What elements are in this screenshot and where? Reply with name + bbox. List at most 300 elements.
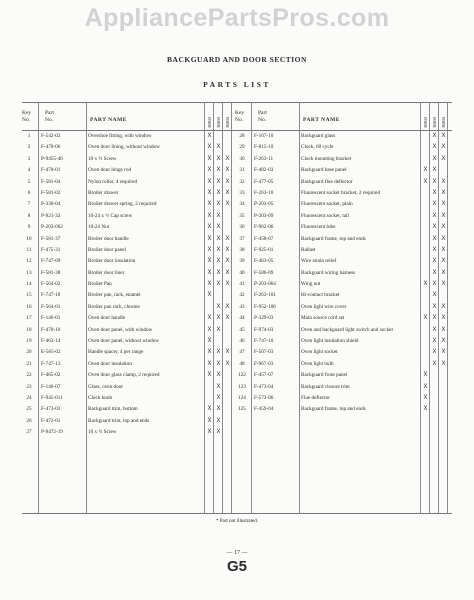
- table-row: [235, 188, 450, 199]
- model-mark-3: X: [225, 246, 230, 253]
- model-mark-1: X: [423, 383, 428, 390]
- model-mark-3: X: [225, 360, 230, 367]
- model-mark-2: X: [216, 372, 221, 379]
- model-mark-1: X: [423, 394, 428, 401]
- part-name: Broiler drawer spring, 2 required: [88, 201, 157, 208]
- model-mark-3: X: [441, 269, 446, 276]
- part-number: F-564-02: [41, 281, 61, 288]
- part-number: F-472-01: [41, 417, 61, 424]
- table-row: [235, 222, 450, 233]
- part-number: F-581-02: [41, 189, 61, 196]
- model-mark-1: X: [423, 281, 428, 288]
- part-number: F-581-04: [41, 178, 61, 185]
- model-mark-2: X: [216, 303, 221, 310]
- model-mark-3: X: [441, 189, 446, 196]
- parts-table-left: [22, 103, 237, 439]
- key-number: 48: [239, 360, 245, 367]
- part-number: F-974-03: [254, 326, 274, 333]
- part-name: 10-24 Nut: [88, 224, 110, 231]
- footnote: * Part not illustrated.: [216, 519, 258, 524]
- sheet-code: G5: [226, 558, 247, 575]
- model-mark-1: X: [207, 178, 212, 185]
- model-mark-1: X: [423, 178, 428, 185]
- model-mark-2: X: [432, 212, 437, 219]
- model-mark-3: X: [225, 155, 230, 162]
- key-number: 24: [26, 394, 32, 401]
- table-row: [235, 177, 450, 188]
- part-number: F-167-10: [254, 133, 274, 139]
- column-divider: [429, 103, 430, 513]
- model-mark-3: X: [225, 178, 230, 185]
- model-mark-2: X: [432, 292, 437, 299]
- key-number: 32: [239, 178, 245, 185]
- model-mark-1: X: [207, 224, 212, 231]
- part-name: Fluorescent tube: [301, 224, 336, 231]
- table-row: [235, 199, 450, 210]
- model-mark-2: X: [432, 144, 437, 151]
- part-number: F-146-01: [41, 315, 61, 322]
- part-number: P-921-32: [41, 212, 61, 219]
- table-row: [235, 336, 450, 347]
- key-number: 34: [239, 201, 245, 208]
- model-mark-2: X: [432, 303, 437, 310]
- key-number: 25: [26, 406, 32, 413]
- column-divider: [251, 103, 252, 513]
- part-name: Fluorescent socket, tall: [301, 212, 349, 219]
- model-mark-3: X: [225, 315, 230, 322]
- part-name: Handle spacer, 4 per range: [88, 349, 144, 356]
- part-name: 10 x ½ Screw: [88, 429, 117, 436]
- part-name: Fluorescent socket bracket, 2 required: [301, 189, 381, 196]
- key-number: 13: [26, 269, 32, 276]
- part-number: F-459-04: [254, 406, 274, 413]
- part-name: Oven light insulation shield: [301, 338, 359, 345]
- model-mark-2: X: [216, 178, 221, 185]
- model-mark-2: X: [216, 144, 221, 151]
- model-mark-2: X: [216, 212, 221, 219]
- key-number: 11: [26, 246, 32, 253]
- part-number: F-463-14: [41, 338, 61, 345]
- table-row: [235, 325, 450, 336]
- part-number: F-586-09: [254, 269, 274, 276]
- model-mark-2: X: [216, 349, 221, 356]
- part-number: F-952-106: [254, 303, 276, 310]
- part-number: F-457-07: [254, 372, 274, 379]
- key-number: 27: [26, 429, 32, 436]
- part-number: F-463-05: [254, 258, 274, 265]
- part-name: Glass, oven door: [88, 383, 124, 390]
- key-number: 35: [239, 212, 245, 219]
- part-name: Backguard frame, top and ends: [301, 235, 366, 242]
- model-mark-1: X: [207, 235, 212, 242]
- part-number: F-470-06: [41, 144, 61, 151]
- model-mark-1: X: [207, 292, 212, 299]
- key-number: 18: [26, 326, 32, 333]
- part-number: P-203-05: [254, 201, 274, 208]
- part-number: F-475-31: [41, 246, 61, 253]
- model-mark-2: X: [432, 360, 437, 367]
- model-mark-3: X: [225, 269, 230, 276]
- model-mark-2: X: [216, 189, 221, 196]
- part-name: Oven door panel, with window: [88, 326, 153, 333]
- key-number: 122: [238, 372, 246, 379]
- key-number: 33: [239, 189, 245, 196]
- model-mark-1: X: [207, 406, 212, 413]
- part-name: Main source cord set: [301, 315, 345, 322]
- table-row: [235, 234, 450, 245]
- part-name: Oven and backguard light switch and socket: [301, 326, 393, 333]
- model-mark-1: X: [207, 269, 212, 276]
- model-mark-3: X: [225, 189, 230, 196]
- table-row: [235, 142, 450, 153]
- part-number: F-747-10: [254, 338, 274, 345]
- part-number: F-925-01: [254, 246, 274, 253]
- model-mark-3: X: [441, 315, 446, 322]
- column-divider: [447, 103, 448, 513]
- model-mark-2: X: [216, 394, 221, 401]
- part-number: F-477-05: [254, 178, 274, 185]
- key-number: 10: [26, 235, 32, 242]
- part-number: P-9455-46: [41, 155, 63, 162]
- model-mark-1: X: [207, 212, 212, 219]
- model-mark-2: X: [432, 246, 437, 253]
- column-divider: [299, 103, 300, 513]
- model-mark-2: X: [216, 246, 221, 253]
- part-number: F-507-03: [254, 349, 274, 356]
- key-number: 15: [26, 292, 32, 299]
- part-name: Wire strain relief: [301, 258, 337, 265]
- part-name: Broiler Pan: [88, 281, 112, 288]
- page-number: — 17 —: [226, 550, 248, 556]
- model-mark-1: X: [207, 338, 212, 345]
- table-row: [235, 268, 450, 279]
- part-number: F-542-02: [41, 133, 61, 139]
- column-divider: [213, 103, 214, 513]
- model-mark-1: X: [207, 246, 212, 253]
- header-model-2: 30J60: [216, 117, 221, 128]
- model-mark-2: X: [216, 315, 221, 322]
- model-mark-3: X: [441, 246, 446, 253]
- model-mark-2: X: [216, 235, 221, 242]
- key-number: 43: [239, 303, 245, 310]
- part-number: F-482-03: [254, 167, 274, 174]
- key-number: 8: [27, 212, 31, 219]
- part-name: Overshoe fitting, with window: [88, 133, 152, 139]
- part-name: Clock knob: [88, 394, 113, 401]
- part-name: Wing nut: [301, 281, 321, 288]
- model-mark-3: X: [441, 178, 446, 185]
- model-mark-3: X: [441, 281, 446, 288]
- part-name: 10 x ½ Screw: [88, 155, 117, 162]
- key-number: 123: [238, 383, 246, 390]
- part-number: P-330-04: [41, 201, 61, 208]
- part-name: Oven door panel, without window: [88, 338, 160, 345]
- model-mark-3: X: [225, 281, 230, 288]
- key-number: 28: [239, 133, 245, 139]
- model-mark-2: X: [216, 269, 221, 276]
- key-number: 19: [26, 338, 32, 345]
- key-number: 46: [239, 338, 245, 345]
- part-name: Backguard wiring harness: [301, 269, 356, 276]
- key-number: 3: [27, 155, 31, 162]
- part-name: Oven door handle: [88, 315, 126, 322]
- part-name: Backguard trim, bottom: [88, 406, 138, 413]
- model-mark-1: X: [207, 326, 212, 333]
- table-row: [235, 279, 450, 290]
- key-number: 4: [27, 167, 31, 174]
- part-number: F-967-03: [254, 360, 274, 367]
- part-name: Backguard flue deflector: [301, 178, 353, 185]
- part-name: Oven light bulb: [301, 360, 334, 367]
- key-number: 7: [27, 201, 31, 208]
- header-model-1: 30J60: [207, 117, 212, 128]
- model-mark-2: X: [216, 258, 221, 265]
- part-number: F-747-18: [41, 292, 61, 299]
- model-mark-3: X: [441, 224, 446, 231]
- part-name: Broiler door liner: [88, 269, 125, 276]
- table-header: Key No. Part No. PART NAME 30J60 30J60 30J60: [235, 103, 450, 131]
- model-mark-2: X: [216, 360, 221, 367]
- model-mark-3: X: [441, 303, 446, 310]
- model-mark-1: X: [207, 258, 212, 265]
- part-number: F-573-06: [254, 394, 274, 401]
- table-row: [235, 359, 450, 370]
- part-name: Oven door lining, without window: [88, 144, 160, 151]
- part-name: 10-24 x ½ Cap screw: [88, 212, 133, 219]
- key-number: 41: [239, 281, 245, 288]
- column-divider: [86, 103, 87, 513]
- table-row: [235, 313, 450, 324]
- table-header: Key No. Part No. PART NAME 30J60 30J60 30J60: [22, 103, 237, 131]
- header-part-name: PART NAME: [303, 117, 340, 123]
- key-number: 20: [26, 349, 32, 356]
- part-number: F-581-37: [41, 235, 61, 242]
- part-number: P-203-09: [254, 212, 274, 219]
- model-mark-3: X: [441, 144, 446, 151]
- model-mark-1: X: [207, 417, 212, 424]
- key-number: 5: [27, 178, 31, 185]
- key-number: 37: [239, 235, 245, 242]
- part-number: F-263-101: [254, 292, 276, 299]
- part-name: Oven light socket: [301, 349, 338, 356]
- part-name: Backguard frame, top and ends: [301, 406, 366, 413]
- table-row: [235, 382, 450, 393]
- part-name: Broiler pan rack, chrome: [88, 303, 140, 310]
- part-name: Oven door glass clamp, 2 required: [88, 372, 160, 379]
- model-mark-1: X: [207, 349, 212, 356]
- part-name: Broiler pan, rack, enamel: [88, 292, 141, 299]
- key-number: 47: [239, 349, 245, 356]
- part-name: Oven light wire cover: [301, 303, 347, 310]
- part-name: Backguard base panel: [301, 167, 347, 174]
- key-number: 42: [239, 292, 245, 299]
- part-number: F-470-01: [41, 167, 61, 174]
- model-mark-2: X: [216, 417, 221, 424]
- watermark: AppliancePartsPros.com: [84, 4, 390, 32]
- model-mark-1: X: [423, 167, 428, 174]
- model-mark-3: X: [441, 349, 446, 356]
- key-number: 21: [26, 360, 32, 367]
- model-mark-1: X: [207, 372, 212, 379]
- parts-table-right: [235, 103, 450, 416]
- column-divider: [222, 103, 223, 513]
- model-mark-2: X: [432, 258, 437, 265]
- model-mark-2: X: [432, 167, 437, 174]
- part-number: P-203-062: [41, 224, 63, 231]
- part-number: P-329-03: [254, 315, 274, 322]
- header-bottom-rule: [22, 130, 452, 131]
- model-mark-2: X: [432, 349, 437, 356]
- table-row: [235, 302, 450, 313]
- part-number: F-473-03: [41, 406, 61, 413]
- model-mark-1: X: [207, 167, 212, 174]
- part-name: Fluorescent socket, plain: [301, 201, 353, 208]
- key-number: 44: [239, 315, 245, 322]
- table-row: [235, 245, 450, 256]
- model-mark-2: X: [216, 224, 221, 231]
- part-number: F-263-10: [254, 189, 274, 196]
- key-number: 38: [239, 246, 245, 253]
- header-model-2: 30J60: [432, 117, 437, 128]
- column-divider: [231, 103, 232, 513]
- part-name: Clock, 60 cycle: [301, 144, 334, 151]
- part-number: F-564-01: [41, 303, 61, 310]
- table-bottom-rule: [22, 513, 452, 514]
- model-mark-1: X: [207, 144, 212, 151]
- model-mark-1: X: [207, 155, 212, 162]
- model-mark-3: X: [441, 235, 446, 242]
- header-model-1: 30J60: [423, 117, 428, 128]
- model-mark-2: X: [432, 155, 437, 162]
- part-name: Nylon roller, 4 required: [88, 178, 138, 185]
- key-number: 29: [239, 144, 245, 151]
- part-name: Broiler door panel: [88, 246, 127, 253]
- list-title: PARTS LIST: [203, 80, 271, 89]
- part-number: F-146-07: [41, 383, 61, 390]
- part-number: F-465-02: [41, 372, 61, 379]
- model-mark-3: X: [225, 303, 230, 310]
- part-name: Clock mounting bracket: [301, 155, 352, 162]
- model-mark-3: X: [225, 235, 230, 242]
- rows-right: [235, 131, 450, 416]
- key-number: 1: [27, 133, 31, 139]
- model-mark-1: X: [207, 201, 212, 208]
- part-name: Flue deflector: [301, 394, 330, 401]
- key-number: 30: [239, 155, 245, 162]
- table-row: [235, 404, 450, 415]
- model-mark-3: X: [225, 167, 230, 174]
- model-mark-1: X: [207, 315, 212, 322]
- model-mark-2: X: [216, 406, 221, 413]
- model-mark-3: X: [225, 201, 230, 208]
- model-mark-2: X: [216, 429, 221, 436]
- model-mark-2: X: [432, 338, 437, 345]
- part-number: F-815-10: [254, 144, 274, 151]
- model-mark-2: X: [432, 189, 437, 196]
- model-mark-3: X: [441, 258, 446, 265]
- table-row: [235, 370, 450, 381]
- key-number: 45: [239, 326, 245, 333]
- part-name: Backguard front panel: [301, 372, 348, 379]
- key-number: 9: [27, 224, 31, 231]
- model-mark-2: X: [432, 133, 437, 139]
- table-row: [235, 131, 450, 142]
- part-number: P-203-064: [254, 281, 276, 288]
- header-model-3: 30J60: [225, 117, 230, 128]
- model-mark-3: X: [441, 155, 446, 162]
- column-divider: [38, 103, 39, 513]
- model-mark-1: X: [207, 429, 212, 436]
- key-number: 22: [26, 372, 32, 379]
- model-mark-1: X: [207, 281, 212, 288]
- model-mark-2: X: [432, 178, 437, 185]
- model-mark-2: X: [432, 201, 437, 208]
- part-number: F-945-011: [41, 394, 63, 401]
- model-mark-1: X: [207, 189, 212, 196]
- model-mark-1: X: [423, 372, 428, 379]
- model-mark-2: X: [216, 155, 221, 162]
- model-mark-2: X: [432, 224, 437, 231]
- header-model-3: 30J60: [441, 117, 446, 128]
- key-number: 40: [239, 269, 245, 276]
- part-number: F-458-07: [254, 235, 274, 242]
- model-mark-3: X: [225, 349, 230, 356]
- model-mark-1: X: [207, 360, 212, 367]
- key-number: 2: [27, 144, 31, 151]
- model-mark-3: X: [441, 360, 446, 367]
- key-number: 12: [26, 258, 32, 265]
- part-name: Broiler door insulation: [88, 258, 136, 265]
- table-row: [235, 290, 450, 301]
- key-number: 124: [238, 394, 246, 401]
- table-row: [235, 347, 450, 358]
- model-mark-2: X: [432, 235, 437, 242]
- key-number: 17: [26, 315, 32, 322]
- table-row: [235, 154, 450, 165]
- key-number: 23: [26, 383, 32, 390]
- model-mark-2: X: [432, 315, 437, 322]
- key-number: 14: [26, 281, 32, 288]
- part-name: Backguard trim, top and ends: [88, 417, 150, 424]
- part-number: F-962-06: [254, 224, 274, 231]
- model-mark-3: X: [441, 326, 446, 333]
- part-number: E-565-02: [41, 349, 61, 356]
- model-mark-2: X: [432, 269, 437, 276]
- model-mark-1: X: [207, 133, 212, 139]
- model-mark-2: X: [432, 281, 437, 288]
- key-number: 6: [27, 189, 31, 196]
- model-mark-2: X: [216, 383, 221, 390]
- header-part-name: PART NAME: [90, 117, 127, 123]
- key-number: 125: [238, 406, 246, 413]
- model-mark-3: X: [441, 338, 446, 345]
- part-number: F-473-04: [254, 383, 274, 390]
- model-mark-2: X: [216, 326, 221, 333]
- column-divider: [420, 103, 421, 513]
- section-title: BACKGUARD AND DOOR SECTION: [167, 55, 307, 64]
- key-number: 31: [239, 167, 245, 174]
- model-mark-1: X: [423, 406, 428, 413]
- key-number: 26: [26, 417, 32, 424]
- table-row: [235, 256, 450, 267]
- part-name: Broiler drawer: [88, 189, 119, 196]
- part-name: Oven door hinge rod: [88, 167, 132, 174]
- model-mark-2: X: [216, 167, 221, 174]
- model-mark-1: X: [423, 315, 428, 322]
- key-number: 16: [26, 303, 32, 310]
- table-row: [235, 393, 450, 404]
- model-mark-3: X: [225, 258, 230, 265]
